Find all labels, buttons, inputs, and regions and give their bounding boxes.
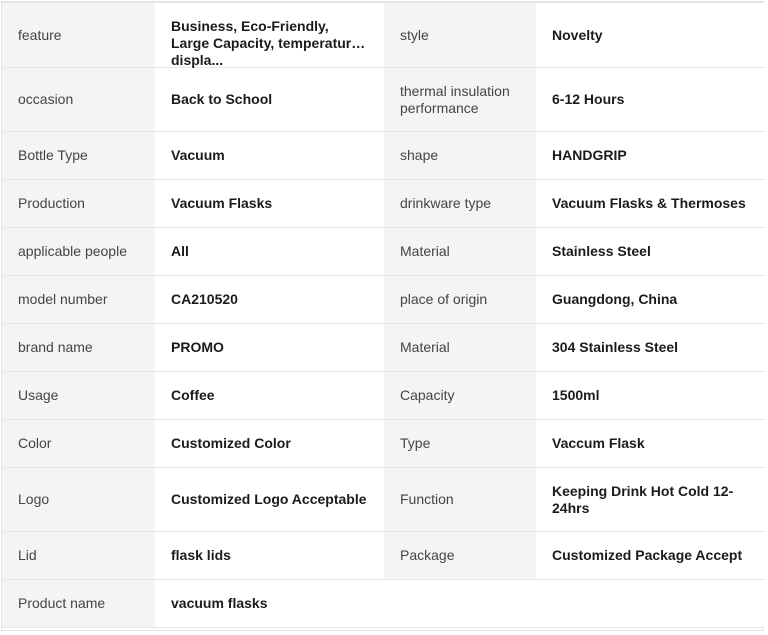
spec-value: HANDGRIP: [536, 132, 764, 180]
spec-value: All: [155, 228, 384, 276]
spec-label: Capacity: [384, 372, 536, 420]
empty-cell: [536, 580, 764, 628]
spec-label: place of origin: [384, 276, 536, 324]
spec-value: CA210520: [155, 276, 384, 324]
spec-label: brand name: [2, 324, 155, 372]
spec-value: Vacuum Flasks: [155, 180, 384, 228]
spec-value: Vaccum Flask: [536, 420, 764, 468]
table-row: [2, 372, 764, 420]
spec-value: 304 Stainless Steel: [536, 324, 764, 372]
spec-label: Type: [384, 420, 536, 468]
table-row: [2, 580, 764, 628]
spec-value: Back to School: [155, 68, 384, 132]
spec-value: [155, 3, 384, 68]
spec-label: Lid: [2, 532, 155, 580]
spec-value: 1500ml: [536, 372, 764, 420]
table-row: [2, 3, 764, 68]
spec-label: Color: [2, 420, 155, 468]
spec-label: applicable people: [2, 228, 155, 276]
spec-label: model number: [2, 276, 155, 324]
spec-label: shape: [384, 132, 536, 180]
table-row: [2, 228, 764, 276]
spec-value: Stainless Steel: [536, 228, 764, 276]
spec-value: 6-12 Hours: [536, 68, 764, 132]
spec-value: Customized Color: [155, 420, 384, 468]
spec-label-text: thermal insulation performance: [400, 82, 510, 116]
spec-value: Customized Logo Acceptable: [155, 468, 384, 532]
spec-value: flask lids: [155, 532, 384, 580]
spec-value: Vacuum Flasks & Thermoses: [536, 180, 764, 228]
spec-label: Material: [384, 324, 536, 372]
table-row: [2, 420, 764, 468]
spec-label: Function: [384, 468, 536, 532]
table-row: [2, 532, 764, 580]
spec-value: vacuum flasks: [155, 580, 384, 628]
spec-label: [384, 68, 536, 132]
table-row: [2, 276, 764, 324]
table-row: [2, 468, 764, 532]
table-row: [2, 132, 764, 180]
spec-label: Bottle Type: [2, 132, 155, 180]
empty-cell: [384, 580, 536, 628]
spec-label: style: [384, 3, 536, 68]
table-row: [2, 324, 764, 372]
spec-label: Package: [384, 532, 536, 580]
spec-label: drinkware type: [384, 180, 536, 228]
spec-value: Novelty: [536, 3, 764, 68]
spec-value: Customized Package Accept: [536, 532, 764, 580]
spec-label: feature: [2, 3, 155, 68]
product-spec-table: [2, 2, 764, 628]
spec-value: Guangdong, China: [536, 276, 764, 324]
spec-label: Material: [384, 228, 536, 276]
spec-value: PROMO: [155, 324, 384, 372]
spec-label: Production: [2, 180, 155, 228]
spec-value: Coffee: [155, 372, 384, 420]
spec-label: Logo: [2, 468, 155, 532]
spec-label: occasion: [2, 68, 155, 132]
table-row: [2, 180, 764, 228]
table-row: [2, 68, 764, 132]
spec-label: Usage: [2, 372, 155, 420]
spec-label: Product name: [2, 580, 155, 628]
spec-value-text: Keeping Drink Hot Cold 12-24hrs: [552, 482, 734, 516]
spec-value-text: Business, Eco-Friendly, Large Capacity, temperature displa...: [171, 18, 360, 68]
spec-value: Vacuum: [155, 132, 384, 180]
spec-value: [536, 468, 764, 532]
